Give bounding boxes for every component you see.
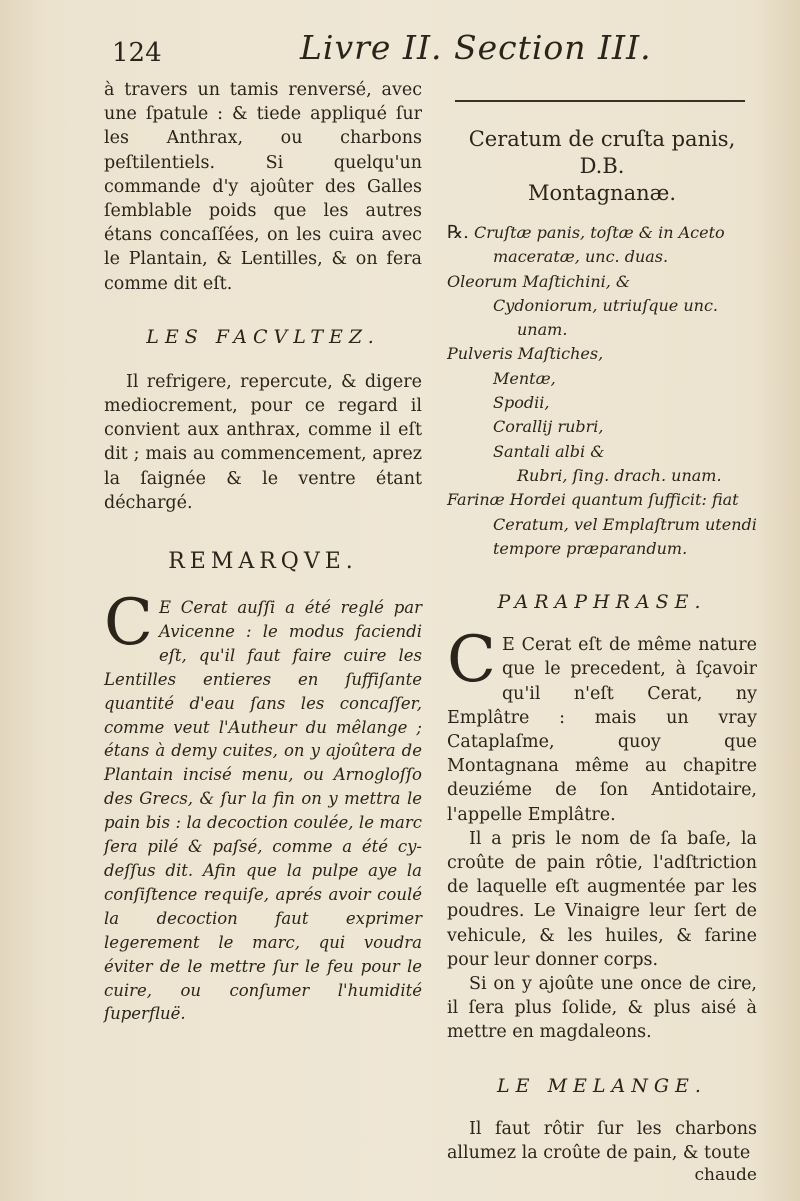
melange-paragraph: Il faut rôtir ſur les charbons allumez la croûte de pain, & toute	[447, 1118, 757, 1163]
prescription-line	[447, 367, 757, 391]
paraphrase-text	[447, 623, 757, 827]
prescription-text: Mentæ,	[493, 368, 556, 388]
prescription-text: Pulveris Maſtiches,	[447, 344, 604, 364]
prescription-text: Cydoniorum, utriuſque unc.	[493, 295, 718, 315]
prescription-text: Spodii,	[493, 393, 550, 413]
prescription-text: Santali albi &	[493, 441, 605, 461]
page-header	[0, 28, 800, 68]
drop-cap-initial: C	[447, 623, 496, 698]
prescription-line	[447, 415, 757, 439]
prescription-line	[447, 245, 757, 269]
right-column	[447, 100, 757, 1185]
prescription-line	[447, 294, 757, 318]
prescription-line	[447, 513, 757, 537]
prescription-line	[447, 488, 757, 512]
recipe-title	[447, 126, 757, 207]
prescription-text: Ceratum, vel Emplaſtrum utendi	[493, 514, 757, 534]
left-paragraph-1: à travers un tamis renversé, avec une ſpatule : & tiede appliqué ſur les Anthrax, ou charbons peſtilentiels. Si quelqu'un commande d'y ajoûter des Galles ſemblable poids que les autres étans concaſſées, on les cuira avec le Plantain, & Lentilles, & on fera comme dit eſt.	[104, 80, 422, 294]
running-head: Livre II. Section III.	[300, 28, 652, 67]
recipe-title-line-2: Montagnanæ.	[527, 181, 677, 205]
left-column	[104, 78, 422, 1026]
remarque-text	[104, 586, 422, 1026]
prescription-text: unam.	[517, 320, 568, 340]
prescription-line	[447, 221, 757, 245]
prescription-text: tempore præparandum.	[493, 538, 688, 558]
prescription-text: Farinæ Hordei quantum ſufficit: fiat	[447, 490, 739, 510]
section-rule	[455, 100, 745, 102]
prescription-line	[447, 342, 757, 366]
remarque-heading: REMARQVE.	[168, 549, 358, 575]
prescription-text: Oleorum Maſtichini, &	[447, 271, 631, 291]
prescription-text: maceratæ, unc. duas.	[493, 247, 669, 267]
prescription-line	[447, 440, 757, 464]
paraphrase-heading: PARAPHRASE.	[497, 591, 707, 614]
prescription-line	[447, 537, 757, 561]
paraphrase-body: E Cerat eſt de même nature que le precedent, à ſçavoir qu'il n'eſt Cerat, ny Emplâtre : mais un vray Cataplaſme, quoy que Montagnana même au chapitre deuziéme de ſon Antidotaire, l'appelle Emplâtre.	[447, 635, 757, 825]
remarque-body: E Cerat auſſi a été reglé par Avicenne : le modus faciendi eſt, qu'il faut faire cuire les Lentilles entieres en ſuffiſante quantité d'eau ſans les concaſſer, comme veut l'Autheur du mêlange ; étans à demy cuites, on y ajoûtera de Plantain incisé menu, ou Arnogloſſo des Grecs, & ſur la fin on y mettra le pain bis : la decoction coulée, le marc ſera pilé & paſsé, comme a été cy-deſſus dit. Afin que la pulpe aye la conſiſtence requiſe, aprés avoir coulé la decoction faut exprimer legerement le marc, qui voudra éviter de le mettre ſur le feu pour le cuire, ou conſumer l'humidité ſuperfluë.	[104, 598, 422, 1024]
prescription-text: Corallij rubri,	[493, 417, 604, 437]
facultez-heading: LES FACVLTEZ.	[146, 325, 380, 348]
catchword: chaude	[694, 1165, 757, 1186]
drop-cap-initial: C	[104, 586, 153, 661]
recipe-symbol: ℞.	[447, 222, 469, 243]
prescription-line	[447, 318, 757, 342]
left-paragraph-2: Il refrigere, repercute, & digere mediocrement, pour ce regard il convient aux anthrax, comme il eſt dit ; mais au commencement, aprez la ſaignée & le ventre étant déchargé.	[104, 371, 422, 513]
prescription-text: Cruſtæ panis, toſtæ & in Aceto	[473, 223, 725, 242]
prescription-line	[447, 270, 757, 294]
prescription-list	[447, 221, 757, 561]
cire-paragraph: Si on y ajoûte une once de cire, il ſera plus ſolide, & plus aisé à mettre en magdaleons.	[447, 974, 757, 1043]
prescription-line	[447, 391, 757, 415]
base-paragraph: Il a pris le nom de ſa baſe, la croûte de pain rôtie, l'adſtriction de laquelle eſt augmentée par les poudres. Le Vinaigre leur ſert de vehicule, & les huiles, & farine pour leur donner corps.	[447, 828, 757, 970]
page-number: 124	[112, 38, 162, 68]
melange-heading: LE MELANGE.	[497, 1074, 707, 1097]
prescription-line	[447, 464, 757, 488]
prescription-text: Rubri, ſing. drach. unam.	[517, 465, 722, 485]
recipe-title-line-1: Ceratum de cruſta panis, D.B.	[468, 127, 736, 178]
